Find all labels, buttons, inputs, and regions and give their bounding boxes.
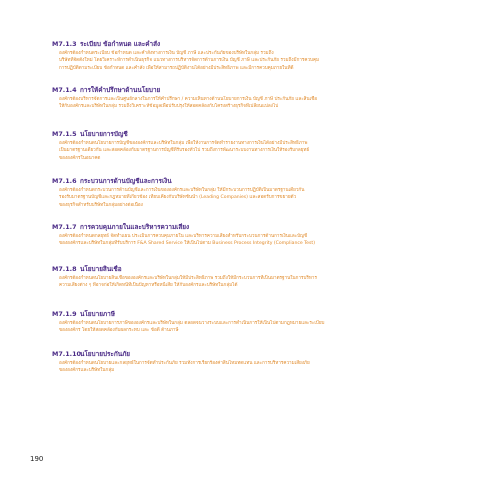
section-code: M7.1.10: [52, 350, 82, 358]
section-code: M7.1.8: [52, 265, 77, 273]
section-heading: [52, 265, 470, 273]
section-title: นโยบายประกันภัย: [80, 350, 131, 358]
section-body: [59, 50, 470, 72]
page-number: 190: [30, 455, 44, 463]
section-heading: [52, 350, 470, 358]
section-title: นโยบายการบัญชี: [80, 130, 128, 138]
body-line: องค์กรต้องกำหนดนโยบายการบัญชีขององค์กรและบริษัทในกลุ่ม เพื่อให้งานการจัดทำรายงานทางการเงินได้อย่างมีประสิทธิภาพ: [59, 141, 308, 146]
body-line: ขององค์กร โดยให้สอดคล้องกับผลกระทบ และ ข้อดี ด้านภาษี: [59, 328, 179, 334]
body-line: ขององค์กรในอนาคต: [59, 155, 101, 161]
section-heading: [52, 130, 470, 138]
section-m7-1-3: [52, 40, 470, 72]
section-code: M7.1.4: [52, 86, 77, 94]
section-heading: [52, 310, 470, 318]
section-code: M7.1.9: [52, 310, 77, 318]
body-line: องค์กรต้องบริหารจัดการและเป็นศูนย์กลางในการให้คำปรึกษา / ความเห็นทางด้านนโยบายการเงิน บัญชี ภาษี ประกันภัย และสินเชื่อ: [59, 97, 318, 102]
section-m7-1-10: [52, 350, 470, 375]
body-line: ความเสี่ยงต่าง ๆ ที่อาจก่อให้เกิดหนี้ที่เป็นปัญหาหรือหนี้เสีย ให้กับองค์กรและบริษัทในกลุ่มได้: [59, 283, 238, 289]
section-m7-1-4: [52, 86, 470, 111]
section-m7-1-7: [52, 223, 470, 248]
section-body: [59, 233, 470, 248]
body-line: เป็นมาตรฐานเดียวกัน และสอดคล้องกับมาตรฐานการบัญชีที่รับรองทั่วไป รวมถึงการพัฒนาระบบงานทางการเงินให้รองรับกลยุทธ์: [59, 148, 310, 154]
section-code: M7.1.3: [52, 40, 77, 48]
section-body: [59, 320, 470, 335]
body-line: องค์กรต้องกำหนดกลยุทธ์ จัดทำแผน ประเมินการควบคุมภายใน และบริหารความเสี่ยงสำหรับกระบวนการด้านการเงินและบัญชี: [59, 234, 308, 239]
section-heading: [52, 86, 470, 94]
section-title: นโยบายสินเชื่อ: [80, 265, 122, 273]
section-body: [59, 140, 470, 162]
section-title: การควบคุมภายในและบริหารความเสี่ยง: [80, 223, 190, 231]
body-line: ขององค์กรและบริษัทในกลุ่ม: [59, 368, 115, 374]
section-m7-1-9: [52, 310, 470, 335]
section-heading: [52, 223, 470, 231]
section-heading: [52, 177, 470, 185]
section-m7-1-6: [52, 177, 470, 209]
section-body: [59, 275, 470, 290]
section-title: การให้คำปรึกษาด้านนโยบาย: [80, 86, 161, 94]
section-m7-1-8: [52, 265, 470, 290]
section-title: กระบวนการด้านบัญชีและการเงิน: [80, 177, 172, 185]
body-line: การปฏิบัติตามระเบียบ ข้อกำหนด และคำสั่ง เพื่อให้สามารถปฏิบัติงานได้อย่างมีประสิทธิภาพ และมีการควบคุมภายในที่ดี: [59, 65, 294, 71]
section-code: M7.1.7: [52, 223, 77, 231]
body-line: ขององค์กรและบริษัทในกลุ่มที่รับบริการ F&A Shared Service ให้เป็นไปตาม Business Process Integrity (Compliance Test): [59, 241, 315, 247]
body-line: องค์กรต้องกำหนดนโยบายและกลยุทธ์ในการจัดทำประกันภัย รวมทั้งการเรียกร้องค่าสินไหมทดแทน และการบริหารความเสี่ยงภัย: [59, 361, 310, 366]
section-title: นโยบายภาษี: [80, 310, 115, 318]
section-m7-1-5: [52, 130, 470, 162]
section-body: [59, 96, 470, 111]
body-line: องค์กรต้องกำหนดกระบวนการด้านบัญชีและการเงินขององค์กรและบริษัทในกลุ่ม ให้มีกระบวนการปฏิบัติเป็นมาตรฐานเดียวกัน: [59, 188, 305, 193]
body-line: บริษัทที่จัดตั้งใหม่ โดยวิเคราะห์การดำเนินธุรกิจ แนวทางการบริหารจัดการด้านการเงิน บัญชี ภาษี และประกันภัย รวมถึงมีการควบคุม: [59, 58, 320, 64]
body-line: ให้กับองค์กรและบริษัทในกลุ่ม รวมถึงวิเคราะห์ข้อมูลเพื่อปรับปรุงให้สอดคล้องกับโครงสร้างธุรกิจที่เปลี่ยนแปลงไป: [59, 104, 279, 110]
section-code: M7.1.6: [52, 177, 77, 185]
body-line: องค์กรต้องกำหนดนโยบายสินเชื่อขององค์กรและบริษัทในกลุ่มให้มีประสิทธิภาพ รวมถึงให้มีกระบวนการที่เป็นมาตรฐานในการบริหาร: [59, 276, 317, 281]
body-line: องค์กรต้องกำหนดระเบียบ ข้อกำหนด และคำสั่งทางการเงิน บัญชี ภาษี และประกันภัยของบริษัทในกลุ่ม รวมถึง: [59, 51, 274, 56]
section-title: ระเบียบ ข้อกำหนด และคำสั่ง: [80, 40, 161, 48]
section-body: [59, 360, 470, 375]
body-line: รองรับมาตรฐานบัญชีและกฎหมายที่เกี่ยวข้อง เทียบเคียงกับบริษัทชั้นนำ (Leading Companies) และสอดรับการขยายตัว: [59, 195, 297, 201]
section-code: M7.1.5: [52, 130, 77, 138]
body-line: ของธุรกิจสำหรับบริษัทในกลุ่มอย่างต่อเนื่อง: [59, 202, 143, 208]
body-line: องค์กรต้องกำหนดนโยบายการภาษีขององค์กรและบริษัทในกลุ่ม ตลอดจนวางระบบและการดำเนินการให้เป็นไปตามกฎหมายและระเบียบ: [59, 321, 325, 326]
section-heading: [52, 40, 470, 48]
section-body: [59, 187, 470, 209]
